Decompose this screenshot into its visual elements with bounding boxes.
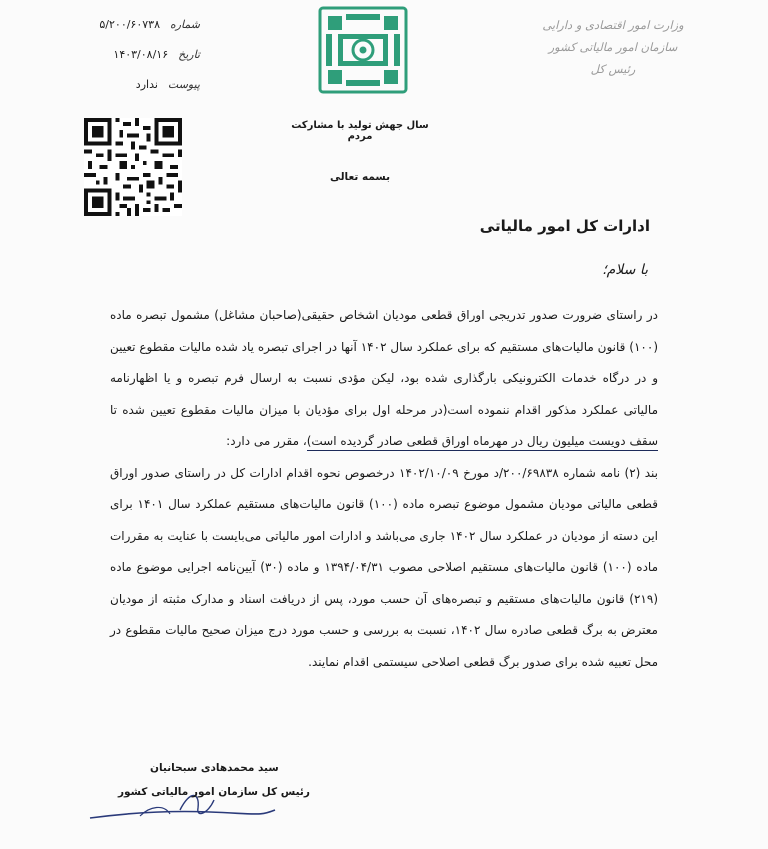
letter-meta [90, 10, 200, 100]
ministry-header [528, 14, 698, 80]
attachment-label: پیوست [167, 78, 200, 91]
bismillah: بسمه تعالی [329, 171, 391, 183]
date-value: ۱۴۰۳/۰۸/۱۶ [113, 48, 169, 61]
ministry-line-1: وزارت امور اقتصادی و دارایی [542, 18, 684, 32]
body-paragraph-2: بند (۲) نامه شماره ۲۰۰/۶۹۸۳۸/د مورخ ۱۴۰۲/۱۰/۰۹ درخصوص نحوه اقدام ادارات کل در راستای صدور اوراق قطعی مالیاتی مودیان مشمول موضوع تبصره ماده (۱۰۰) قانون مالیات‌های مستقیم عملکرد سال ۱۴۰۱ برای این دسته از مودیان در عملکرد سال ۱۴۰۲ جاری می‌باشد و ادارات امور مالیاتی می‌بایست با عنایت به مقررات ماده (۱۰۰) قانون مالیات‌های مستقیم اصلاحی مصوب ۱۳۹۴/۰۴/۳۱ و ماده (۳۰) آیین‌نامه اجرایی موضوع ماده (۲۱۹) قانون مالیات‌های مستقیم و تبصره‌های آن حسب مورد، پس از دریافت اسناد و مدارک مثبته از مودیان معترض به برگ قطعی صادره سال ۱۴۰۲، نسبت به بررسی و حسب مورد درج میزان صحیح مالیات مقطوع در محل تعبیه شده برای صدور برگ قطعی اصلاحی سیستمی اقدام نمایند. [110, 465, 658, 669]
letter-body [110, 300, 658, 678]
signatory-title: رئیس کل سازمان امور مالیاتی کشور [118, 786, 310, 798]
ministry-line-3: رئیس کل [590, 62, 636, 76]
year-slogan: سال جهش تولید با مشارکت مردم [291, 120, 429, 142]
letter-number-row [90, 10, 200, 40]
paragraph-1-main: در راستای ضرورت صدور تدریجی اوراق قطعی مودیان اشخاص حقیقی(صاحبان مشاغل) مشمول تبصره ماده (۱۰۰) قانون مالیات‌های مستقیم که برای عملکرد سال ۱۴۰۲ آنها در اجرای تبصره یاد شده مالیات مقطوع تعیین و در درگاه خدمات الکترونیکی بارگذاری شده بود، لیکن مؤدی نسبت به ارسال فرم تبصره و یا اظهارنامه مالیاتی عملکرد مذکور اقدام ننموده است(در مرحله اول برای مؤدیان با میزان مالیات مقطوع تعیین شده تا [110, 308, 658, 417]
tax-organization-emblem-icon [316, 4, 410, 96]
letter-recipient: ادارات کل امور مالیاتی [479, 217, 650, 235]
letter-greeting: با سلام؛ [602, 262, 648, 278]
ministry-line-2: سازمان امور مالیاتی کشور [548, 40, 678, 54]
handwritten-signature [80, 770, 280, 830]
attachment-value: ندارد [135, 78, 158, 91]
underlined-phrase: سقف دویست میلیون ریال در مهرماه اوراق قطعی صادر گردیده است) [307, 434, 658, 451]
number-value: ۵/۲۰۰/۶۰۷۳۸ [99, 18, 160, 31]
signatory-name: سید محمدهادی سبحانیان [150, 762, 279, 774]
paragraph-1-tail: ، مقرر می دارد: [226, 434, 307, 448]
date-label: تاریخ [178, 48, 200, 61]
letter-date-row [90, 40, 200, 70]
number-label: شماره [169, 18, 200, 31]
qr-code-icon [84, 118, 182, 216]
letter-attachment-row [90, 70, 200, 100]
body-paragraph-1 [110, 300, 658, 458]
